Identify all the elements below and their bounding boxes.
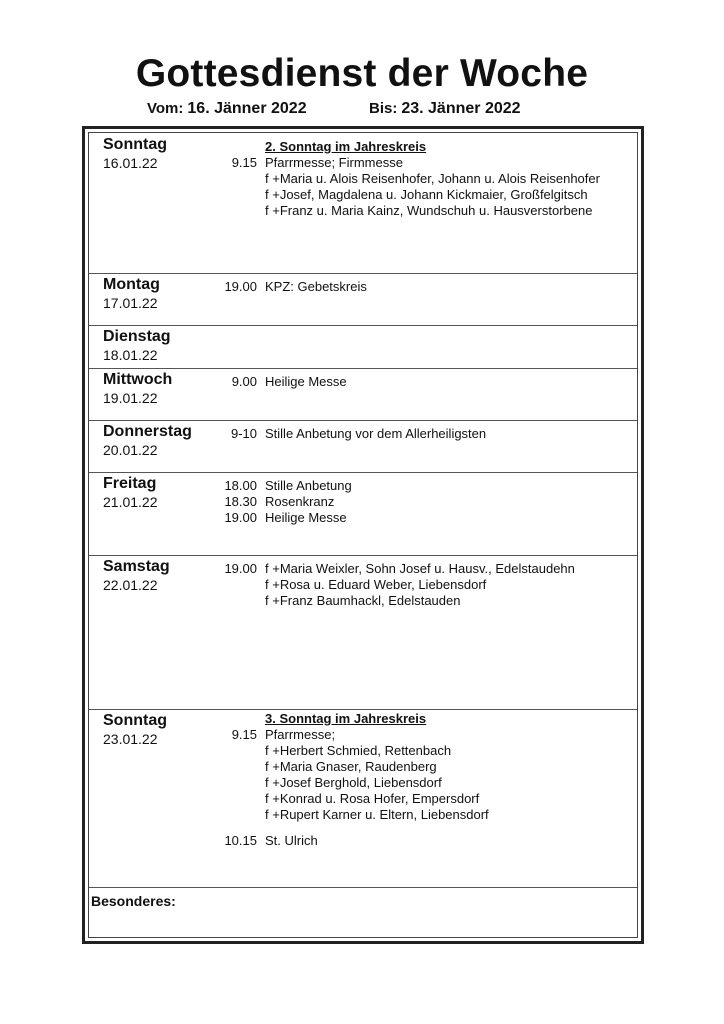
day-name: Donnerstag [103,423,192,440]
from-date: 16. Jänner 2022 [187,100,307,117]
list-item [189,727,637,743]
day-date: 22.01.22 [103,577,158,593]
day-date: 18.01.22 [103,347,158,363]
list-item [189,711,637,727]
day-date: 23.01.22 [103,731,158,747]
day-date: 19.01.22 [103,390,158,406]
list-item [189,759,637,775]
entry-text: f +Konrad u. Rosa Hofer, Empersdorf [265,791,480,806]
entry-text: f +Rupert Karner u. Eltern, Liebensdorf [265,807,489,822]
list-item [189,279,637,295]
entry-list [189,139,637,219]
entry-list [189,374,637,390]
list-item [189,510,637,526]
list-item [189,187,637,203]
list-item [189,833,637,849]
entry-time: 18.00 [224,478,257,493]
entry-time: 9-10 [230,426,257,441]
entry-time: 9.15 [231,155,257,170]
day-row [89,555,637,710]
day-row [89,133,637,274]
day-row [89,325,637,369]
entry-text: f +Josef, Magdalena u. Johann Kickmaier, Großfelgitsch [265,187,588,202]
day-name: Mittwoch [103,371,173,388]
day-date: 20.01.22 [103,442,158,458]
date-range-to [369,100,521,118]
entry-time: 9.00 [231,374,257,389]
day-row [89,368,637,421]
besonderes-row [89,887,637,937]
entry-time: 19.00 [224,510,257,525]
day-row [89,273,637,326]
entry-time: 18.30 [224,494,257,509]
entry-text: KPZ: Gebetskreis [265,279,367,294]
day-name: Samstag [103,558,170,575]
entry-text: Heilige Messe [265,374,347,389]
list-item [189,561,637,577]
day-date: 17.01.22 [103,295,158,311]
entry-heading: 2. Sonntag im Jahreskreis [265,139,427,154]
schedule-table [82,126,644,944]
entry-text: f +Franz u. Maria Kainz, Wundschuh u. Hausverstorbene [265,203,593,218]
entry-text: Rosenkranz [265,494,335,509]
entry-time: 19.00 [224,561,257,576]
day-row [89,472,637,556]
besonderes-label: Besonderes: [91,893,176,909]
entry-list [189,561,637,609]
entry-text: f +Josef Berghold, Liebensdorf [265,775,442,790]
entry-text: f +Maria u. Alois Reisenhofer, Johann u. Alois Reisenhofer [265,171,600,186]
day-name: Montag [103,276,160,293]
entry-text: f +Maria Weixler, Sohn Josef u. Hausv., Edelstaudehn [265,561,575,576]
entry-text: f +Herbert Schmied, Rettenbach [265,743,452,758]
entry-text: Heilige Messe [265,510,347,525]
entry-text: St. Ulrich [265,833,318,848]
list-item [189,775,637,791]
day-name: Sonntag [103,712,167,729]
entry-list [189,426,637,442]
date-range-from [147,100,307,118]
entry-text: Pfarrmesse; Firmmesse [265,155,403,170]
entry-time: 10.15 [224,833,257,848]
list-item [189,171,637,187]
entry-list [189,478,637,526]
list-item [189,155,637,171]
day-name: Sonntag [103,136,167,153]
entry-list [189,711,637,849]
day-name: Freitag [103,475,157,492]
entry-heading: 3. Sonntag im Jahreskreis [265,711,427,726]
list-item [189,478,637,494]
entry-text: Stille Anbetung [265,478,352,493]
day-name: Dienstag [103,328,171,345]
from-label: Vom: [147,100,184,117]
to-label: Bis: [369,100,398,117]
day-row [89,420,637,473]
entry-time: 19.00 [224,279,257,294]
list-item [189,807,637,823]
page-title: Gottesdienst der Woche [135,52,589,95]
list-item [189,743,637,759]
day-row [89,709,637,888]
list-item [189,791,637,807]
schedule-table-inner [88,132,638,938]
entry-spacer [189,823,637,833]
list-item [189,203,637,219]
entry-text: f +Rosa u. Eduard Weber, Liebensdorf [265,577,487,592]
list-item [189,426,637,442]
entry-time: 9.15 [231,727,257,742]
list-item [189,374,637,390]
day-date: 21.01.22 [103,494,158,510]
day-date: 16.01.22 [103,155,158,171]
entry-text: Stille Anbetung vor dem Allerheiligsten [265,426,487,441]
entry-text: f +Franz Baumhackl, Edelstauden [265,593,461,608]
list-item [189,577,637,593]
entry-text: Pfarrmesse; [265,727,336,742]
to-date: 23. Jänner 2022 [401,100,521,117]
list-item [189,139,637,155]
entry-text: f +Maria Gnaser, Raudenberg [265,759,437,774]
list-item [189,593,637,609]
entry-list [189,279,637,295]
list-item [189,494,637,510]
